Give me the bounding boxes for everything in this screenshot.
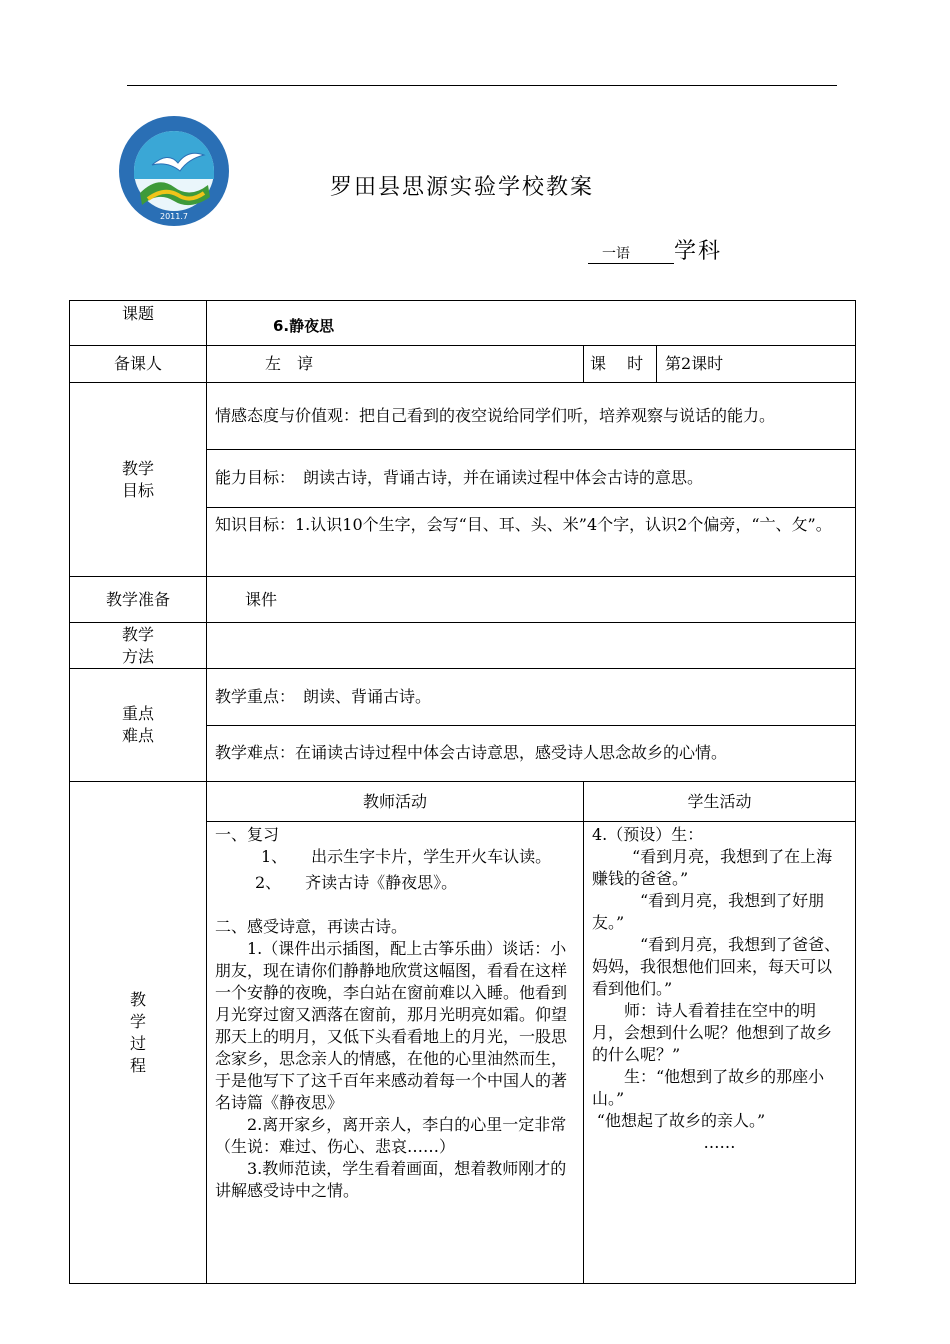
goals-label: 教学目标 — [70, 383, 207, 577]
student-line: …… — [703, 1133, 736, 1152]
teacher-line: 2、 齐读古诗《静夜思》。 — [255, 873, 458, 892]
topic-label: 课题 — [70, 301, 207, 346]
goal-ability: 能力目标： 朗读古诗，背诵古诗，并在诵读过程中体会古诗的意思。 — [207, 449, 855, 507]
student-activity — [584, 822, 856, 1284]
teacher-line: 一、复习 — [215, 825, 280, 844]
goals-row — [70, 383, 856, 577]
student-line: “他想起了故乡的亲人。” — [596, 1111, 766, 1130]
subject-value: 一语 — [588, 243, 674, 264]
student-line: 4.（预设）生： — [592, 825, 704, 844]
preparer-label: 备课人 — [70, 346, 207, 383]
lesson-plan-table — [69, 300, 856, 1284]
key-point: 教学重点： 朗读、背诵古诗。 — [207, 669, 855, 725]
school-logo — [118, 115, 230, 227]
difficult-point: 教学难点：在诵读古诗过程中体会古诗意思，感受诗人思念故乡的心情。 — [215, 743, 728, 763]
teacher-activity-header: 教师活动 — [207, 782, 584, 822]
student-line: “看到月亮，我想到了好朋友。” — [592, 891, 825, 932]
goals-cell — [207, 383, 856, 577]
teacher-line: 二、感受诗意，再读古诗。 — [215, 917, 408, 936]
key-label: 重点难点 — [70, 669, 207, 782]
teacher-line: 1.（课件出示插图，配上古筝乐曲）谈话：小朋友，现在请你们静静地欣赏这幅图，看看在这样一个安静的夜晚，李白站在窗前难以入睡。他看到月光穿过窗又洒落在窗前，那月光明亮如霜。仰望那天上的明月，又低下头看看地上的月光，一股思念家乡，思念亲人的情感，在他的心里油然而生，于是他写下了这千百年来感动着每一个中国人的著名诗篇《静夜思》 — [215, 939, 568, 1112]
process-header-row — [70, 782, 856, 822]
key-cell — [207, 669, 856, 782]
period-label: 课 时 — [584, 346, 657, 383]
svg-text:2011.7: 2011.7 — [160, 212, 188, 221]
subject-label: 学科 — [674, 239, 723, 264]
student-line: “看到月亮，我想到了爸爸、妈妈，我很想他们回来，每天可以看到他们。” — [592, 935, 841, 998]
teacher-line: 1、 出示生字卡片，学生开火车认读。 — [261, 847, 552, 866]
teacher-activity — [207, 822, 584, 1284]
method-row — [70, 623, 856, 669]
prep-row — [70, 577, 856, 623]
prep-label: 教学准备 — [70, 577, 207, 623]
key-row — [70, 669, 856, 782]
topic-row — [70, 301, 856, 346]
preparer-row — [70, 346, 856, 383]
goal-knowledge: 知识目标：1.认识10个生字，会写“目、耳、头、米”4个字，认识2个偏旁，“亠、攵”。 — [215, 514, 832, 534]
topic-value: 6.静夜思 — [207, 301, 856, 346]
period-value: 第2课时 — [657, 346, 856, 383]
method-value — [207, 623, 856, 669]
teacher-line: 2.离开家乡，离开亲人，李白的心里一定非常（生说：难过、伤心、悲哀……） — [215, 1115, 567, 1156]
prep-value: 课件 — [207, 577, 856, 623]
document-title: 罗田县思源实验学校教案 — [330, 175, 595, 200]
preparer-value: 左 谆 — [207, 346, 584, 383]
student-line: 生：“他想到了故乡的那座小山。” — [592, 1067, 825, 1108]
student-line: 师：诗人看着挂在空中的明月，会想到什么呢？他想到了故乡的什么呢？” — [592, 1001, 833, 1064]
method-label: 教学方法 — [70, 623, 207, 669]
teacher-line: 3.教师范读，学生看着画面，想着教师刚才的讲解感受诗中之情。 — [215, 1159, 567, 1200]
student-line: “看到月亮，我想到了在上海赚钱的爸爸。” — [592, 847, 833, 888]
student-activity-header: 学生活动 — [584, 782, 856, 822]
goal-emotion: 情感态度与价值观：把自己看到的夜空说给同学们听，培养观察与说话的能力。 — [207, 383, 855, 449]
process-label: 教学过程 — [70, 782, 207, 1284]
top-rule — [127, 85, 837, 86]
subject-line — [588, 234, 722, 265]
